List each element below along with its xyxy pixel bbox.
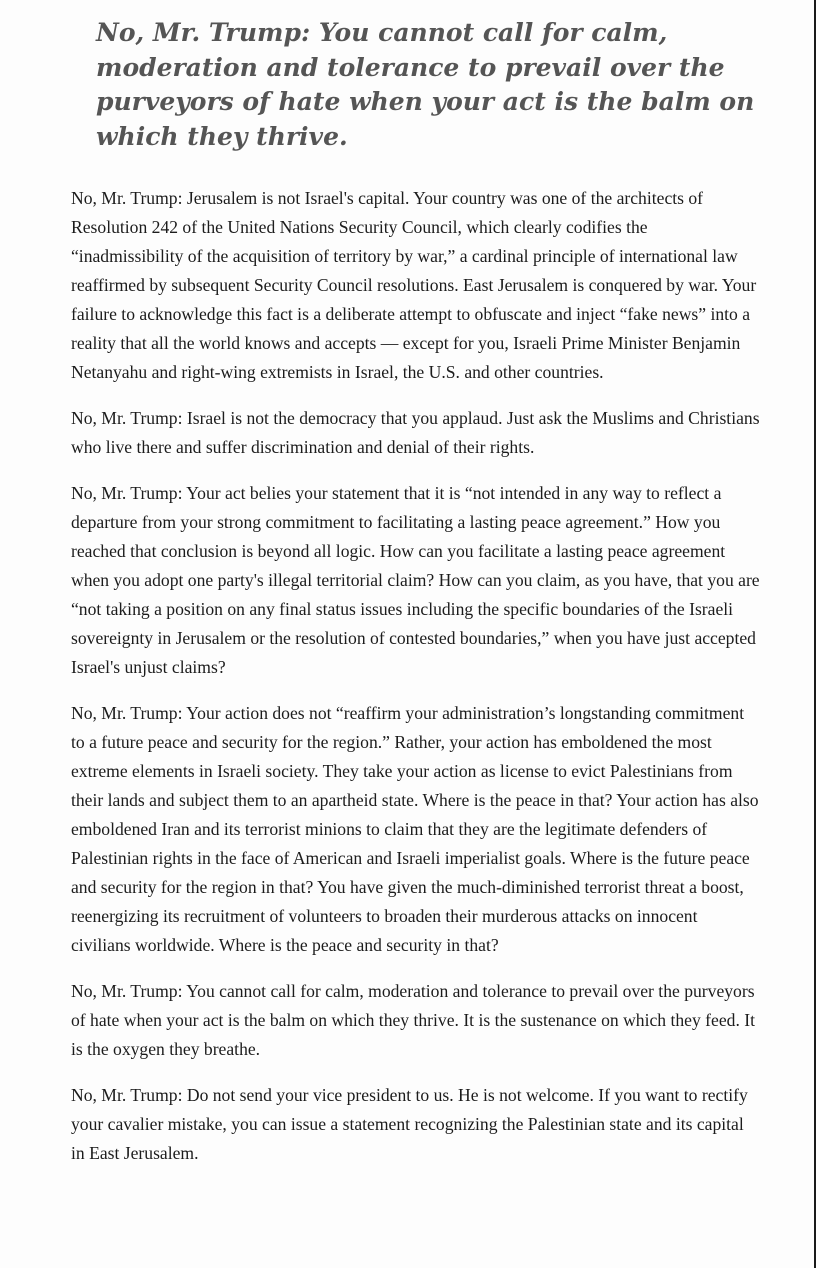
article-paragraph: No, Mr. Trump: Jerusalem is not Israel's capital. Your country was one of the architects of Resolution 242 of the United Nations Security Council, which clearly codifies the “inadmissibility of the acquisition of territory by war,” a cardinal principle of international law reaffirmed by subsequent Security Council resolutions. East Jerusalem is conquered by war. Your failure to acknowledge this fact is a deliberate attempt to obfuscate and inject “fake news” into a reality that all the world knows and accepts — except for you, Israeli Prime Minister Benjamin Netanyahu and right-wing extremists in Israel, the U.S. and other countries. [71,188,757,382]
article-body [71,184,761,1168]
article-paragraph: No, Mr. Trump: Your action does not “reaffirm your administration’s longstanding commitment to a future peace and security for the region.” Rather, your action has emboldened the most extreme elements in Israeli society. They take your action as license to evict Palestinians from their lands and subject them to an apartheid state. Where is the peace in that? Your action has also emboldened Iran and its terrorist minions to claim that they are the legitimate defenders of Palestinian rights in the face of American and Israeli imperialist goals. Where is the future peace and security for the region in that? You have given the much-diminished terrorist threat a boost, reenergizing its recruitment of volunteers to broaden their murderous attacks on innocent civilians worldwide. Where is the peace and security in that? [71,703,759,955]
article-paragraph: No, Mr. Trump: Your act belies your statement that it is “not intended in any way to reflect a departure from your strong commitment to facilitating a lasting peace agreement.” How you reached that conclusion is beyond all logic. How can you facilitate a lasting peace agreement when you adopt one party's illegal territorial claim? How can you claim, as you have, that you are “not taking a position on any final status issues including the specific boundaries of the Israeli sovereignty in Jerusalem or the resolution of contested boundaries,” when you have just accepted Israel's unjust claims? [71,483,760,677]
article-paragraph: No, Mr. Trump: Israel is not the democracy that you applaud. Just ask the Muslims and Christians who live there and suffer discrimination and denial of their rights. [71,408,760,457]
article-paragraph: No, Mr. Trump: You cannot call for calm, moderation and tolerance to prevail over the purveyors of hate when your act is the balm on which they thrive. It is the sustenance on which they feed. It is the oxygen they breathe. [71,981,755,1059]
article-paragraph: No, Mr. Trump: Do not send your vice president to us. He is not welcome. If you want to rectify your cavalier mistake, you can issue a statement recognizing the Palestinian state and its capital in East Jerusalem. [71,1085,748,1163]
pull-quote: No, Mr. Trump: You cannot call for calm, moderation and tolerance to prevail over the purveyors of hate when your act is the balm on which they thrive. [96,18,755,151]
